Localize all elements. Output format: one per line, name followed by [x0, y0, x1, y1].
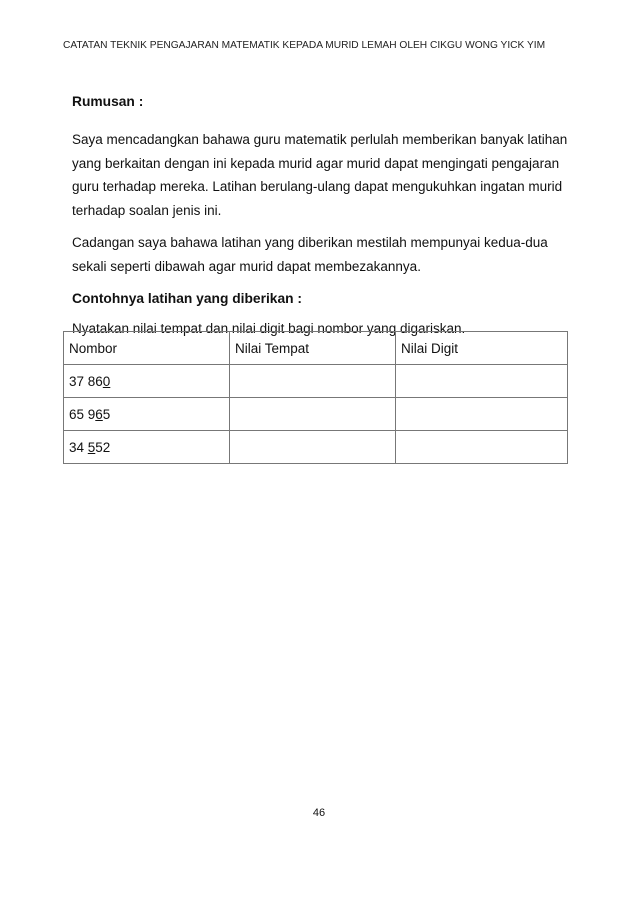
cell-nilai-digit — [396, 398, 568, 431]
underlined-digit: 0 — [102, 373, 111, 389]
table-header-row — [64, 332, 568, 365]
number-post: 5 — [102, 406, 111, 422]
number-pre: 65 9 — [69, 406, 96, 422]
cell-nombor — [64, 431, 230, 464]
paragraph-2: Cadangan saya bahawa latihan yang diberikan mestilah mempunyai kedua-dua sekali seperti dibawah agar murid dapat membezakannya. — [72, 235, 548, 274]
cell-nilai-digit — [396, 365, 568, 398]
instruction-text: Nyatakan nilai tempat dan nilai digit bagi nombor yang digariskan. — [72, 321, 466, 336]
header-nombor: Nombor — [64, 332, 230, 365]
table-row — [64, 398, 568, 431]
paragraph-1: Saya mencadangkan bahawa guru matematik perlulah memberikan banyak latihan yang berkaitan dengan ini kepada murid agar murid dapat mengingati pengajaran guru terhadap mereka. Latihan berulang-ulang dapat mengukuhkan ingatan murid terhadap soalan jenis ini. — [72, 132, 568, 218]
page-header: CATATAN TEKNIK PENGAJARAN MATEMATIK KEPADA MURID LEMAH OLEH CIKGU WONG YICK YIM — [63, 40, 546, 51]
header-nilai-digit: Nilai Digit — [396, 332, 568, 365]
number-post: 52 — [95, 439, 111, 455]
cell-nombor — [64, 398, 230, 431]
cell-nilai-tempat — [230, 365, 396, 398]
cell-nilai-tempat — [230, 431, 396, 464]
table-row — [64, 431, 568, 464]
underlined-digit: 6 — [95, 406, 103, 422]
page-number: 46 — [312, 807, 326, 819]
example-heading: Contohnya latihan yang diberikan : — [72, 291, 302, 306]
cell-nombor — [64, 365, 230, 398]
cell-nilai-tempat — [230, 398, 396, 431]
header-nilai-tempat: Nilai Tempat — [230, 332, 396, 365]
number-pre: 34 — [69, 439, 88, 455]
cell-nilai-digit — [396, 431, 568, 464]
number-pre: 37 86 — [69, 373, 103, 389]
section-heading-rumusan: Rumusan : — [72, 94, 144, 109]
table-row — [64, 365, 568, 398]
page-content — [72, 92, 572, 347]
underlined-digit: 5 — [87, 439, 96, 455]
exercise-table — [63, 331, 568, 464]
